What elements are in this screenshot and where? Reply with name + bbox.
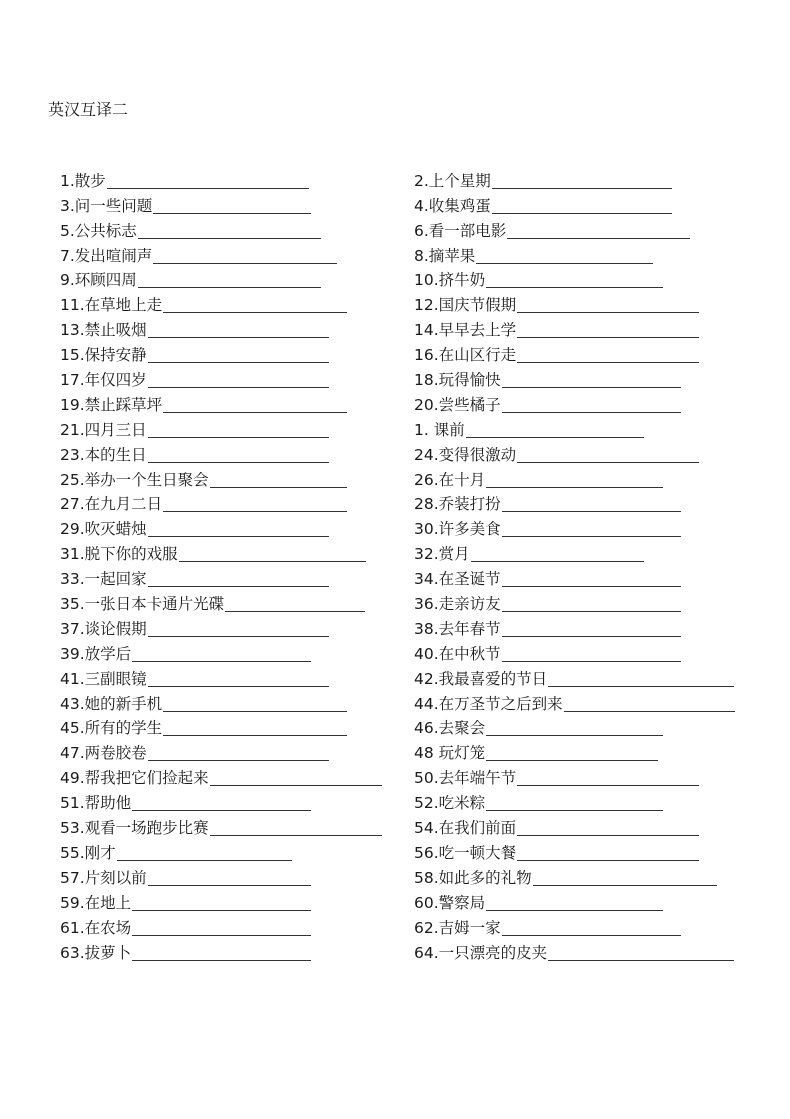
answer-blank[interactable] (117, 845, 292, 861)
exercise-item (60, 266, 382, 291)
answer-blank[interactable] (517, 322, 699, 338)
exercise-prompt: 16.在山区行走 (414, 346, 517, 365)
exercise-prompt: 28.乔装打扮 (414, 495, 501, 514)
exercise-prompt: 38.去年春节 (414, 619, 501, 638)
answer-blank[interactable] (517, 347, 699, 363)
answer-blank[interactable] (210, 770, 382, 786)
answer-blank[interactable] (210, 472, 347, 488)
exercise-item (414, 938, 735, 963)
exercise-prompt: 5.公共标志 (60, 221, 137, 240)
exercise-item (60, 241, 382, 266)
answer-blank[interactable] (163, 696, 347, 712)
answer-blank[interactable] (486, 745, 658, 761)
exercise-item (60, 539, 382, 564)
answer-blank[interactable] (148, 372, 329, 388)
answer-blank[interactable] (148, 671, 329, 687)
exercise-item (414, 266, 735, 291)
answer-blank[interactable] (486, 472, 663, 488)
exercise-item (60, 913, 382, 938)
answer-blank[interactable] (517, 820, 699, 836)
exercise-item (414, 191, 735, 216)
exercise-prompt: 1. 课前 (414, 420, 465, 439)
exercise-item (60, 614, 382, 639)
answer-blank[interactable] (163, 720, 347, 736)
exercise-item (414, 241, 735, 266)
exercise-prompt: 40.在中秋节 (414, 644, 501, 663)
exercise-prompt: 35.一张日本卡通片光碟 (60, 595, 225, 614)
exercise-prompt: 59.在地上 (60, 893, 132, 912)
exercise-item (60, 564, 382, 589)
exercise-prompt: 63.拔萝卜 (60, 943, 132, 962)
answer-blank[interactable] (502, 372, 681, 388)
exercise-prompt: 9.环顾四周 (60, 271, 137, 290)
exercise-item (414, 664, 735, 689)
answer-blank[interactable] (138, 223, 321, 239)
page-title: 英汉互译二 (48, 100, 129, 119)
exercise-item (60, 440, 382, 465)
exercise-prompt: 30.许多美食 (414, 520, 501, 539)
answer-blank[interactable] (466, 422, 644, 438)
exercise-item (414, 465, 735, 490)
exercise-prompt: 13.禁止吸烟 (60, 321, 147, 340)
exercise-item (414, 863, 735, 888)
answer-blank[interactable] (132, 795, 311, 811)
exercise-prompt: 39.放学后 (60, 644, 132, 663)
answer-blank[interactable] (107, 173, 309, 189)
exercise-prompt: 7.发出喧闹声 (60, 246, 153, 265)
exercise-prompt: 48 玩灯笼 (414, 744, 486, 763)
exercise-item (60, 813, 382, 838)
exercise-item (414, 714, 735, 739)
exercise-prompt: 58.如此多的礼物 (414, 868, 532, 887)
exercise-prompt: 31.脱下你的戏服 (60, 545, 178, 564)
answer-blank[interactable] (486, 895, 663, 911)
answer-blank[interactable] (517, 297, 699, 313)
exercise-item (414, 589, 735, 614)
exercise-item (414, 838, 735, 863)
answer-blank[interactable] (517, 447, 699, 463)
exercise-item (60, 315, 382, 340)
exercise-item (60, 863, 382, 888)
exercise-prompt: 41.三副眼镜 (60, 669, 147, 688)
exercise-item (414, 639, 735, 664)
answer-blank[interactable] (148, 347, 329, 363)
exercise-prompt: 12.国庆节假期 (414, 296, 517, 315)
exercise-prompt: 14.早早去上学 (414, 321, 517, 340)
exercise-prompt: 29.吹灭蜡烛 (60, 520, 147, 539)
answer-blank[interactable] (148, 571, 329, 587)
answer-blank[interactable] (132, 895, 311, 911)
exercise-item (60, 714, 382, 739)
answer-blank[interactable] (502, 621, 681, 637)
answer-blank[interactable] (163, 297, 347, 313)
exercise-item (414, 539, 735, 564)
answer-blank[interactable] (492, 198, 672, 214)
answer-blank[interactable] (502, 646, 681, 662)
exercise-prompt: 6.看一部电影 (414, 221, 507, 240)
exercise-item (414, 689, 735, 714)
exercise-item (60, 788, 382, 813)
exercise-prompt: 32.赏月 (414, 545, 470, 564)
answer-blank[interactable] (148, 745, 329, 761)
answer-blank[interactable] (548, 945, 734, 961)
exercise-item (60, 689, 382, 714)
exercise-prompt: 60.警察局 (414, 893, 486, 912)
exercise-item (60, 888, 382, 913)
answer-blank[interactable] (163, 397, 347, 413)
exercise-item (414, 390, 735, 415)
answer-blank[interactable] (502, 521, 681, 537)
exercise-item (60, 191, 382, 216)
exercise-item (60, 390, 382, 415)
answer-blank[interactable] (210, 820, 382, 836)
exercise-prompt: 4.收集鸡蛋 (414, 196, 491, 215)
answer-blank[interactable] (225, 596, 365, 612)
answer-blank[interactable] (533, 870, 717, 886)
exercise-item (414, 813, 735, 838)
exercise-prompt: 42.我最喜爱的节日 (414, 669, 548, 688)
answer-blank[interactable] (502, 496, 681, 512)
exercise-prompt: 20.尝些橘子 (414, 395, 501, 414)
answer-blank[interactable] (486, 720, 663, 736)
exercise-item (414, 514, 735, 539)
exercise-item (60, 514, 382, 539)
exercise-item (414, 788, 735, 813)
exercise-item (414, 738, 735, 763)
exercise-prompt: 43.她的新手机 (60, 694, 163, 713)
answer-blank[interactable] (138, 272, 321, 288)
answer-blank[interactable] (153, 198, 311, 214)
exercise-item (414, 614, 735, 639)
exercise-prompt: 8.摘苹果 (414, 246, 476, 265)
exercise-prompt: 56.吃一顿大餐 (414, 843, 517, 862)
answer-blank[interactable] (502, 571, 681, 587)
exercise-prompt: 51.帮助他 (60, 794, 132, 813)
exercise-item (60, 838, 382, 863)
exercise-item (414, 340, 735, 365)
exercise-item (414, 216, 735, 241)
answer-blank[interactable] (132, 646, 311, 662)
answer-blank[interactable] (471, 546, 644, 562)
exercise-prompt: 17.年仅四岁 (60, 371, 147, 390)
exercise-prompt: 34.在圣诞节 (414, 570, 501, 589)
exercise-item (414, 440, 735, 465)
answer-blank[interactable] (148, 447, 329, 463)
exercise-prompt: 64.一只漂亮的皮夹 (414, 943, 548, 962)
exercise-item (414, 564, 735, 589)
answer-blank[interactable] (517, 770, 699, 786)
exercise-item (414, 166, 735, 191)
answer-blank[interactable] (153, 248, 337, 264)
exercise-item (60, 216, 382, 241)
answer-blank[interactable] (148, 422, 329, 438)
answer-blank[interactable] (148, 870, 311, 886)
exercise-item (414, 290, 735, 315)
answer-blank[interactable] (507, 223, 690, 239)
exercise-prompt: 15.保持安静 (60, 346, 147, 365)
exercise-prompt: 21.四月三日 (60, 420, 147, 439)
exercise-prompt: 19.禁止踩草坪 (60, 395, 163, 414)
exercise-item (414, 913, 735, 938)
exercise-prompt: 55.刚才 (60, 843, 116, 862)
answer-blank[interactable] (132, 920, 311, 936)
exercise-item (60, 340, 382, 365)
exercise-prompt: 50.去年端午节 (414, 769, 517, 788)
answer-blank[interactable] (132, 945, 311, 961)
exercise-prompt: 44.在万圣节之后到来 (414, 694, 563, 713)
exercise-prompt: 62.吉姆一家 (414, 918, 501, 937)
exercise-item (60, 415, 382, 440)
exercise-item (414, 315, 735, 340)
exercise-prompt: 49.帮我把它们捡起来 (60, 769, 209, 788)
answer-blank[interactable] (486, 795, 663, 811)
left-column (60, 166, 382, 963)
right-column (414, 166, 735, 963)
answer-blank[interactable] (517, 845, 699, 861)
exercise-prompt: 33.一起回家 (60, 570, 147, 589)
answer-blank[interactable] (179, 546, 366, 562)
exercise-prompt: 54.在我们前面 (414, 819, 517, 838)
exercise-item (60, 166, 382, 191)
exercise-item (60, 589, 382, 614)
answer-blank[interactable] (486, 272, 663, 288)
exercise-item (60, 465, 382, 490)
answer-blank[interactable] (148, 322, 329, 338)
exercise-item (414, 365, 735, 390)
exercise-item (414, 490, 735, 515)
answer-blank[interactable] (564, 696, 735, 712)
exercise-item (60, 290, 382, 315)
exercise-item (60, 490, 382, 515)
exercise-prompt: 37.谈论假期 (60, 619, 147, 638)
exercise-prompt: 26.在十月 (414, 470, 486, 489)
answer-blank[interactable] (148, 521, 329, 537)
answer-blank[interactable] (148, 621, 329, 637)
exercise-prompt: 24.变得很激动 (414, 445, 517, 464)
answer-blank[interactable] (548, 671, 734, 687)
exercise-prompt: 2.上个星期 (414, 171, 491, 190)
exercise-prompt: 61.在农场 (60, 918, 132, 937)
exercise-item (60, 664, 382, 689)
exercise-prompt: 36.走亲访友 (414, 595, 501, 614)
exercise-prompt: 11.在草地上走 (60, 296, 163, 315)
exercise-prompt: 18.玩得愉快 (414, 371, 501, 390)
exercise-prompt: 46.去聚会 (414, 719, 486, 738)
exercise-prompt: 53.观看一场跑步比赛 (60, 819, 209, 838)
exercise-prompt: 10.挤牛奶 (414, 271, 486, 290)
exercise-prompt: 23.本的生日 (60, 445, 147, 464)
exercise-prompt: 52.吃米粽 (414, 794, 486, 813)
exercise-prompt: 45.所有的学生 (60, 719, 163, 738)
answer-blank[interactable] (476, 248, 653, 264)
answer-blank[interactable] (163, 496, 347, 512)
exercise-prompt: 1.散步 (60, 171, 106, 190)
exercise-prompt: 27.在九月二日 (60, 495, 163, 514)
exercise-prompt: 25.举办一个生日聚会 (60, 470, 209, 489)
answer-blank[interactable] (502, 397, 681, 413)
exercise-item (60, 738, 382, 763)
exercise-item (414, 763, 735, 788)
exercise-item (60, 365, 382, 390)
answer-blank[interactable] (492, 173, 672, 189)
exercise-prompt: 57.片刻以前 (60, 868, 147, 887)
exercise-item (60, 938, 382, 963)
answer-blank[interactable] (502, 920, 681, 936)
exercise-item (414, 415, 735, 440)
exercise-prompt: 47.两卷胶卷 (60, 744, 147, 763)
answer-blank[interactable] (502, 596, 681, 612)
exercise-prompt: 3.问一些问题 (60, 196, 153, 215)
exercise-item (60, 639, 382, 664)
exercise-item (60, 763, 382, 788)
exercise-item (414, 888, 735, 913)
